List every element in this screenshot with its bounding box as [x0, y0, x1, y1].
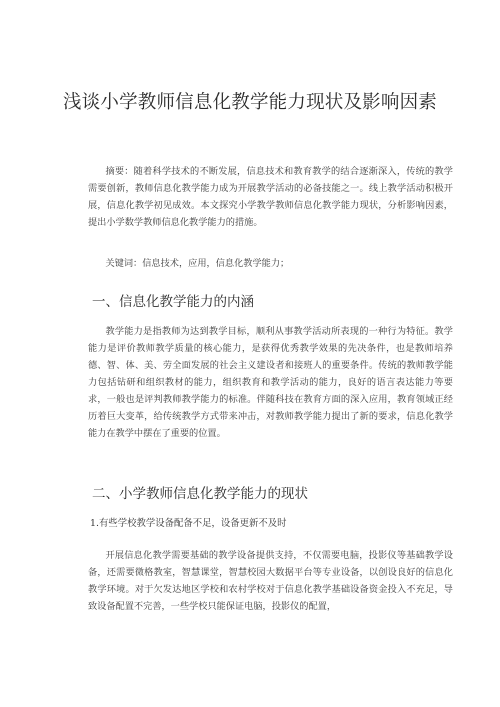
section-heading-2: 二、小学教师信息化教学能力的现状 — [92, 486, 308, 502]
subsection-heading-1: 1.有些学校教学设备配备不足，设备更新不及时 — [90, 518, 287, 529]
section-1-paragraph: 教学能力是指教师为达到教学目标，顺利从事教学活动所表现的一种行为特征。教学能力是评价教师教学质量的核心能力，是获得优秀教学效果的先决条件，也是教师培养德、智、体、美、劳全面发展的社会主义建设者和接班人的重要条件。传统的教师教学能力包括钻研和组织教材的能力，组织教育和教学活动的能力，良好的语言表达能力等要求，一般也是评判教师教学能力的标准。伴随科技在教育方面的深入应用，教育领域正经历着巨大变革，给传统教学方式带来冲击，对教师教学能力提出了新的要求，信息化教学能力在教学中摆在了重要的位置。 — [88, 326, 453, 439]
paper-title: 浅谈小学教师信息化教学能力现状及影响因素 — [62, 92, 437, 113]
abstract-paragraph: 摘要：随着科学技术的不断发展，信息技术和教育教学的结合逐渐深入，传统的教学需要创新，教师信息化教学能力成为开展教学活动的必备技能之一。线上教学活动积极开展，信息化教学初见成效。本文探究小学教学教师信息化教学能力现状，分析影响因素，提出小学数学教师信息化教学能力的措施。 — [88, 166, 453, 228]
keywords-line: 关键词：信息技术，应用，信息化教学能力； — [105, 258, 290, 269]
section-2-paragraph: 开展信息化教学需要基础的教学设备提供支持，不仅需要电脑，投影仪等基础教学设备，还需要微格教室，智慧课堂，智慧校园大数据平台等专业设备，以创设良好的信息化教学环境。对于欠发达地区学校和农村学校对于信息化教学基础设备资金投入不充足，导致设备配置不完善，一些学校只能保证电脑，投影仪的配置， — [88, 550, 453, 612]
section-heading-1: 一、信息化教学能力的内涵 — [92, 294, 254, 310]
